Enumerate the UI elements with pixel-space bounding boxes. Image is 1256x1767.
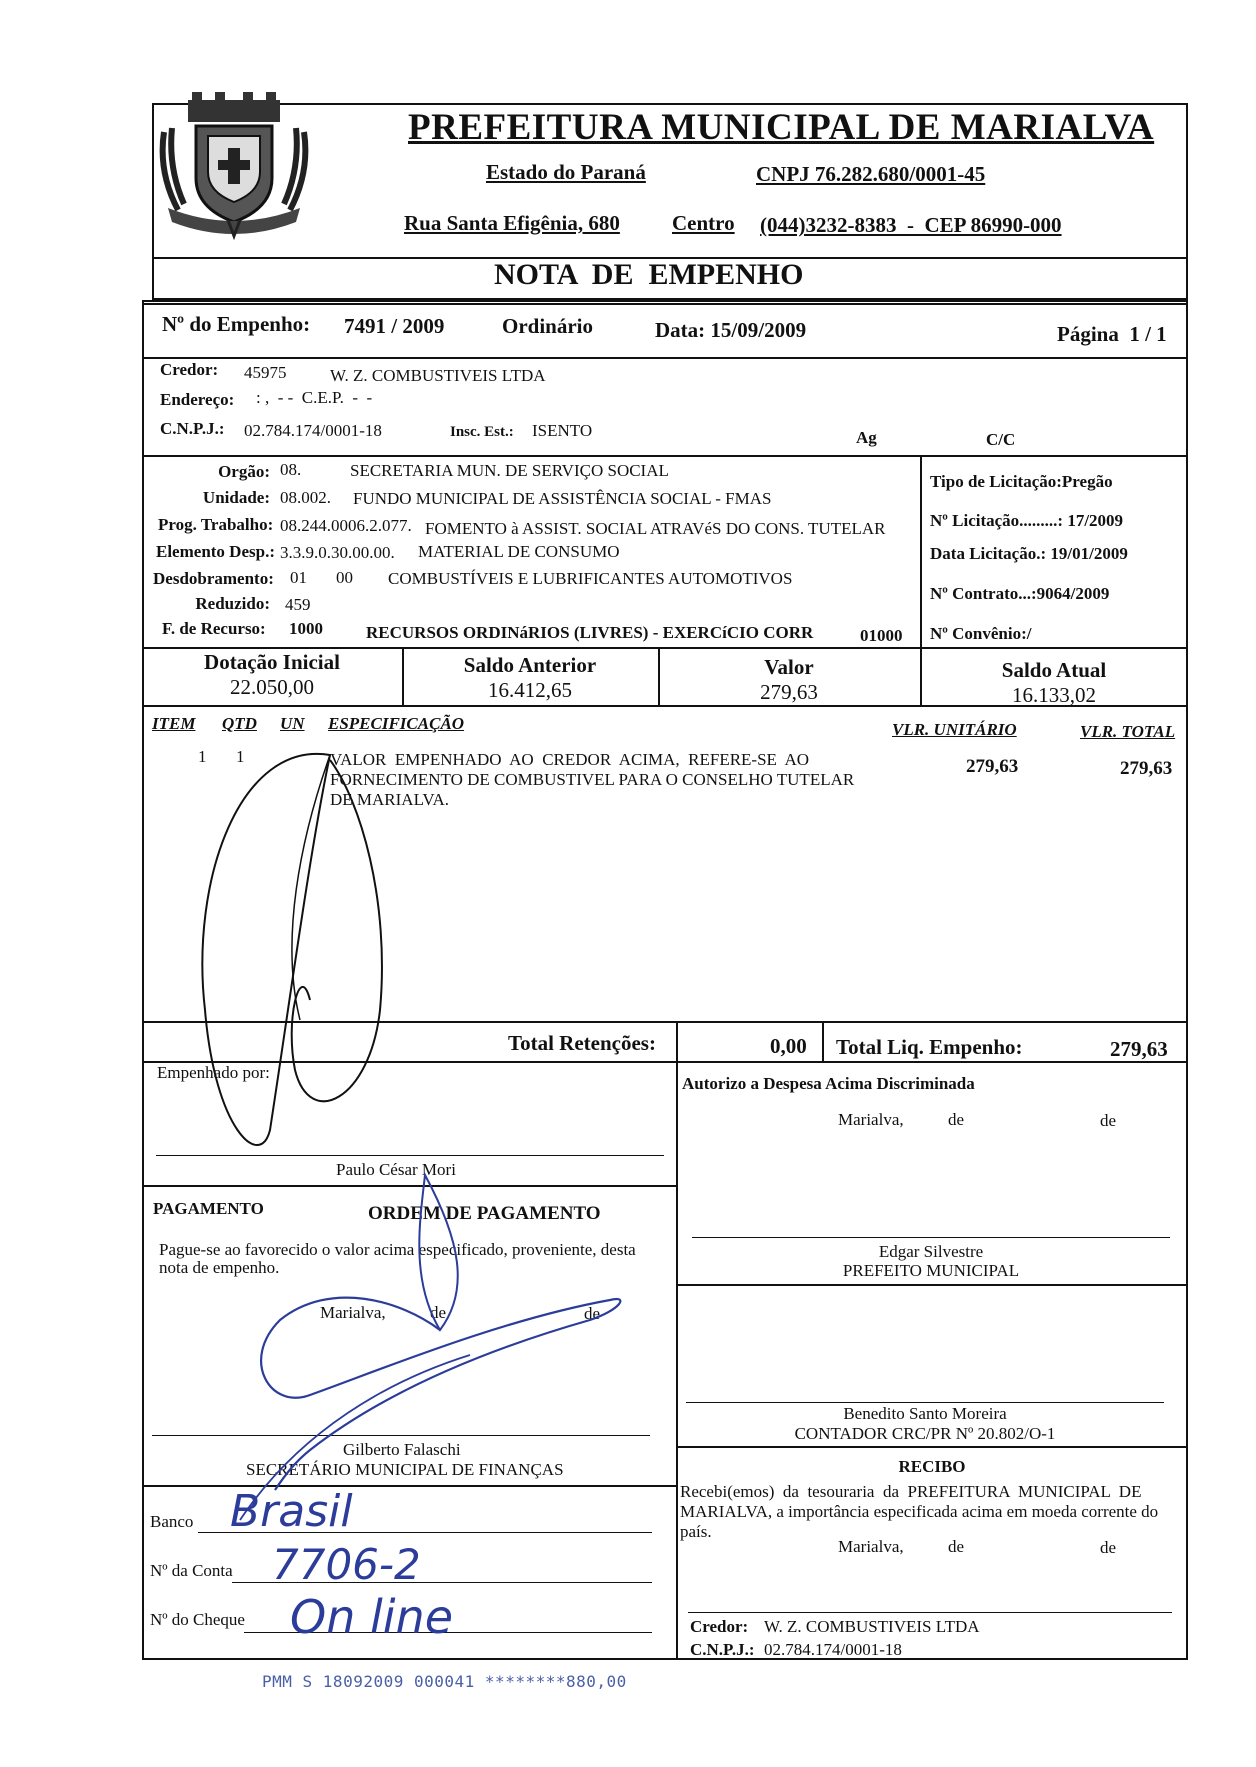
banco-handwritten: Brasil bbox=[230, 1486, 353, 1537]
left-de2: de bbox=[584, 1304, 601, 1323]
saldo-anterior-value: 16.412,65 bbox=[488, 678, 572, 702]
desd-code: 01 bbox=[290, 568, 307, 587]
row-unit-value: 279,63 bbox=[966, 756, 1019, 777]
fonte-desc: RECURSOS ORDINáRIOS (LIVRES) - EXERCíCIO CORR bbox=[366, 623, 814, 642]
col-vlr-total: VLR. TOTAL bbox=[1080, 722, 1176, 741]
recibo-cnpj-value: 02.784.174/0001-18 bbox=[764, 1640, 902, 1659]
empenho-type: Ordinário bbox=[502, 314, 594, 338]
dotacao-label: Dotação Inicial bbox=[204, 650, 340, 674]
header-cnpj: CNPJ 76.282.680/0001-45 bbox=[756, 162, 986, 186]
recibo-title: RECIBO bbox=[898, 1457, 966, 1476]
col-un: UN bbox=[280, 714, 305, 733]
orgao-label: Orgão: bbox=[218, 462, 270, 481]
benedito-name: Benedito Santo Moreira bbox=[843, 1404, 1007, 1423]
valor-value: 279,63 bbox=[760, 680, 818, 704]
row-item: 1 bbox=[198, 747, 207, 766]
fonte-label: F. de Recurso: bbox=[162, 619, 266, 638]
orgao-desc: SECRETARIA MUN. DE SERVIÇO SOCIAL bbox=[350, 461, 669, 480]
row-total-value: 279,63 bbox=[1120, 758, 1173, 779]
prog-label: Prog. Trabalho: bbox=[158, 515, 274, 534]
right-de1-2: de bbox=[948, 1537, 965, 1556]
left-de1: de bbox=[430, 1303, 447, 1322]
row-qtd: 1 bbox=[236, 747, 245, 766]
benedito-role: CONTADOR CRC/PR Nº 20.802/O-1 bbox=[794, 1424, 1056, 1443]
col-item: ITEM bbox=[152, 714, 196, 733]
desd-code2: 00 bbox=[336, 568, 353, 587]
unidade-desc: FUNDO MUNICIPAL DE ASSISTÊNCIA SOCIAL - FMAS bbox=[353, 489, 772, 508]
pague-line1: Pague-se ao favorecido o valor acima especificado, proveniente, desta bbox=[159, 1240, 636, 1259]
empenhado-label: Empenhado por: bbox=[157, 1063, 270, 1082]
fonte-code: 1000 bbox=[289, 619, 323, 638]
dotacao-value: 22.050,00 bbox=[230, 675, 314, 699]
ordem-pagamento-title: ORDEM DE PAGAMENTO bbox=[368, 1203, 601, 1224]
gilberto-role: SECRETÁRIO MUNICIPAL DE FINANÇAS bbox=[246, 1460, 564, 1479]
licitacao-numero: Nº Licitação.........: 17/2009 bbox=[930, 511, 1124, 530]
right-marialva-1: Marialva, bbox=[838, 1110, 904, 1129]
payment-stamp: PMM S 18092009 000041 ********880,00 bbox=[262, 1672, 627, 1691]
banco-label: Banco bbox=[150, 1512, 194, 1531]
licitacao-tipo: Tipo de Licitação:Pregão bbox=[930, 472, 1113, 491]
saldo-anterior-label: Saldo Anterior bbox=[463, 653, 597, 677]
col-vlr-unitario: VLR. UNITÁRIO bbox=[892, 720, 1017, 739]
recibo-line3: país. bbox=[680, 1522, 712, 1541]
total-retencoes-value: 0,00 bbox=[770, 1034, 807, 1058]
total-liq-label: Total Liq. Empenho: bbox=[836, 1035, 1023, 1059]
header-phone-cep: (044)3232-8383 - CEP 86990-000 bbox=[760, 213, 1062, 237]
recibo-credor-label: Credor: bbox=[690, 1617, 749, 1636]
cnpj-label: C.N.P.J.: bbox=[160, 419, 225, 438]
unidade-label: Unidade: bbox=[202, 488, 270, 507]
recibo-cnpj-label: C.N.P.J.: bbox=[690, 1640, 755, 1659]
header-street: Rua Santa Efigênia, 680 bbox=[404, 211, 620, 235]
edgar-role: PREFEITO MUNICIPAL bbox=[842, 1261, 1020, 1280]
header-title: PREFEITURA MUNICIPAL DE MARIALVA bbox=[408, 107, 1155, 148]
licitacao-data: Data Licitação.: 19/01/2009 bbox=[930, 544, 1128, 563]
left-marialva: Marialva, bbox=[320, 1303, 386, 1322]
prog-code: 08.244.0006.2.077. bbox=[280, 516, 412, 535]
total-retencoes-label: Total Retenções: bbox=[508, 1031, 656, 1055]
cheque-handwritten: On line bbox=[290, 1590, 453, 1644]
pagamento-title: PAGAMENTO bbox=[153, 1199, 264, 1218]
right-de2-2: de bbox=[1100, 1538, 1117, 1557]
insc-value: ISENTO bbox=[532, 421, 593, 440]
edgar-name: Edgar Silvestre bbox=[878, 1242, 984, 1261]
recibo-credor-name: W. Z. COMBUSTIVEIS LTDA bbox=[764, 1617, 980, 1636]
empenho-page: Página 1 / 1 bbox=[1057, 322, 1167, 346]
credor-code: 45975 bbox=[244, 363, 287, 382]
reduzido-code: 459 bbox=[285, 595, 311, 614]
endereco-value: : , - - C.E.P. - - bbox=[256, 388, 373, 407]
col-qtd: QTD bbox=[222, 714, 257, 733]
elem-code: 3.3.9.0.30.00.00. bbox=[280, 543, 395, 562]
conta-handwritten: 7706-2 bbox=[272, 1540, 421, 1589]
desd-desc: COMBUSTÍVEIS E LUBRIFICANTES AUTOMOTIVOS bbox=[388, 569, 793, 588]
row-desc-line2: FORNECIMENTO DE COMBUSTIVEL PARA O CONSELHO TUTELAR bbox=[330, 770, 855, 789]
empenhado-name: Paulo César Mori bbox=[336, 1160, 456, 1179]
saldo-atual-value: 16.133,02 bbox=[1012, 683, 1096, 707]
row-desc-line3: DE MARIALVA. bbox=[330, 790, 450, 809]
saldo-atual-label: Saldo Atual bbox=[1001, 658, 1107, 682]
cheque-label: Nº do Cheque bbox=[150, 1610, 245, 1629]
orgao-code: 08. bbox=[280, 460, 302, 479]
col-especificacao: ESPECIFICAÇÃO bbox=[328, 714, 465, 733]
conta-label: Nº da Conta bbox=[150, 1561, 233, 1580]
ag-label: Ag bbox=[856, 428, 877, 447]
gilberto-name: Gilberto Falaschi bbox=[343, 1440, 461, 1459]
right-de1-1: de bbox=[948, 1110, 965, 1129]
empenho-number: 7491 / 2009 bbox=[344, 314, 445, 338]
pague-line2: nota de empenho. bbox=[159, 1258, 280, 1277]
recibo-line1: Recebi(emos) da tesouraria da PREFEITURA MUNICIPAL DE bbox=[680, 1482, 1142, 1501]
autorizo-text: Autorizo a Despesa Acima Discriminada bbox=[682, 1074, 975, 1093]
empenho-number-label: Nº do Empenho: bbox=[162, 312, 311, 336]
recibo-line2: MARIALVA, a importância especificada acima em moeda corrente do bbox=[680, 1502, 1159, 1521]
licitacao-contrato: Nº Contrato...:9064/2009 bbox=[930, 584, 1110, 603]
credor-name: W. Z. COMBUSTIVEIS LTDA bbox=[330, 366, 546, 385]
right-marialva-2: Marialva, bbox=[838, 1537, 904, 1556]
desd-label: Desdobramento: bbox=[153, 569, 274, 588]
endereco-label: Endereço: bbox=[160, 390, 235, 409]
insc-label: Insc. Est.: bbox=[450, 424, 514, 440]
cnpj-value: 02.784.174/0001-18 bbox=[244, 421, 382, 440]
doc-title: NOTA DE EMPENHO bbox=[494, 258, 804, 291]
prog-desc: FOMENTO à ASSIST. SOCIAL ATRAVéS DO CONS. TUTELAR bbox=[425, 519, 886, 538]
empenho-date: Data: 15/09/2009 bbox=[655, 318, 807, 342]
elem-desc: MATERIAL DE CONSUMO bbox=[418, 542, 620, 561]
header-state: Estado do Paraná bbox=[486, 160, 646, 184]
credor-label: Credor: bbox=[160, 360, 219, 379]
header-district: Centro bbox=[672, 211, 735, 235]
fonte-code2: 01000 bbox=[860, 626, 903, 645]
valor-label: Valor bbox=[764, 655, 814, 679]
licitacao-convenio: Nº Convênio:/ bbox=[930, 624, 1032, 643]
right-de2-1: de bbox=[1100, 1111, 1117, 1130]
total-liq-value: 279,63 bbox=[1110, 1037, 1168, 1061]
row-desc-line1: VALOR EMPENHADO AO CREDOR ACIMA, REFERE-SE AO bbox=[330, 750, 810, 769]
reduzido-label: Reduzido: bbox=[195, 594, 270, 613]
unidade-code: 08.002. bbox=[280, 488, 331, 507]
elem-label: Elemento Desp.: bbox=[156, 542, 275, 561]
cc-label: C/C bbox=[986, 430, 1016, 449]
